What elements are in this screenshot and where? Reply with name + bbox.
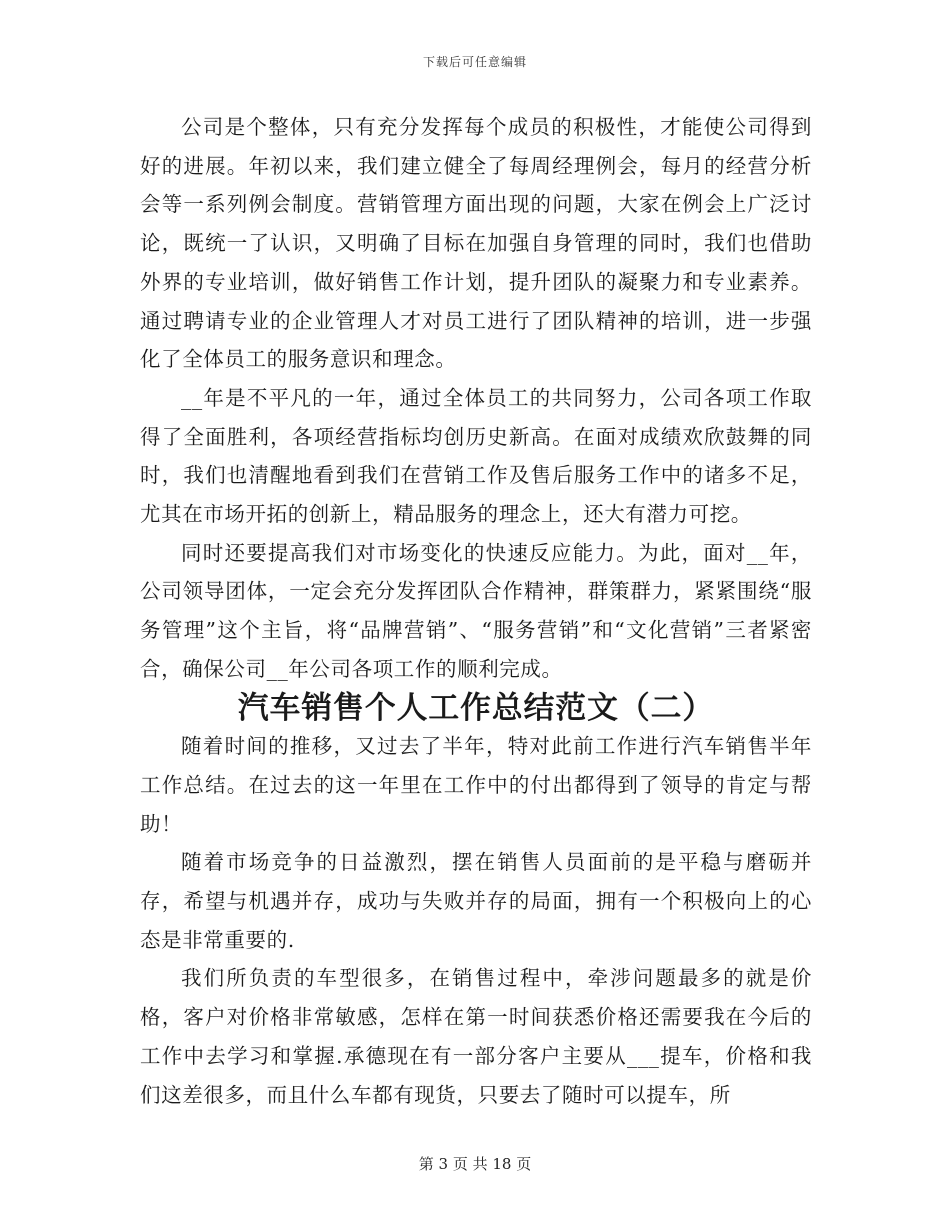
paragraph: __年是不平凡的一年，通过全体员工的共同努力，公司各项工作取得了全面胜利，各项经营指标均创历史新高。在面对成绩欢欣鼓舞的同时，我们也清醒地看到我们在营销工作及售后服务工作中的诸多不足，尤其在市场开拓的创新上，精品服务的理念上，还大有潜力可挖。 <box>140 385 812 527</box>
paragraph: 我们所负责的车型很多，在销售过程中，牵涉问题最多的就是价格，客户对价格非常敏感，怎样在第一时间获悉价格还需要我在今后的工作中去学习和掌握.承德现在有一部分客户主要从___提车，价格和我们这差很多，而且什么车都有现货，只要去了随时可以提车，所 <box>140 966 812 1107</box>
paragraph: 公司是个整体，只有充分发挥每个成员的积极性，才能使公司得到好的进展。年初以来，我们建立健全了每周经理例会，每月的经营分析会等一系列例会制度。营销管理方面出现的问题，大家在例会上广泛讨论，既统一了认识，又明确了目标在加强自身管理的同时，我们也借助外界的专业培训，做好销售工作计划，提升团队的凝聚力和专业素养。通过聘请专业的企业管理人才对员工进行了团队精神的培训，进一步强化了全体员工的服务意识和理念。 <box>140 115 812 372</box>
paragraph: 随着市场竞争的日益激烈，摆在销售人员面前的是平稳与磨砺并存，希望与机遇并存，成功与失败并存的局面，拥有一个积极向上的心态是非常重要的. <box>140 850 812 952</box>
page-header: 下载后可任意编辑 <box>422 55 527 69</box>
page-number: 第 3 页 共 18 页 <box>418 1155 532 1173</box>
document-body <box>140 108 812 1114</box>
paragraph: 随着时间的推移，又过去了半年，特对此前工作进行汽车销售半年工作总结。在过去的这一年里在工作中的付出都得到了领导的肯定与帮助！ <box>140 734 812 836</box>
paragraph: 同时还要提高我们对市场变化的快速反应能力。为此，面对__年，公司领导团体，一定会充分发挥团队合作精神，群策群力，紧紧围绕“服务管理”这个主旨，将“品牌营销”、“服务营销”和“文化营销”三者紧密合，确保公司__年公司各项工作的顺利完成。 <box>140 540 812 681</box>
section-title: 汽车销售个人工作总结范文（二） <box>237 689 715 726</box>
